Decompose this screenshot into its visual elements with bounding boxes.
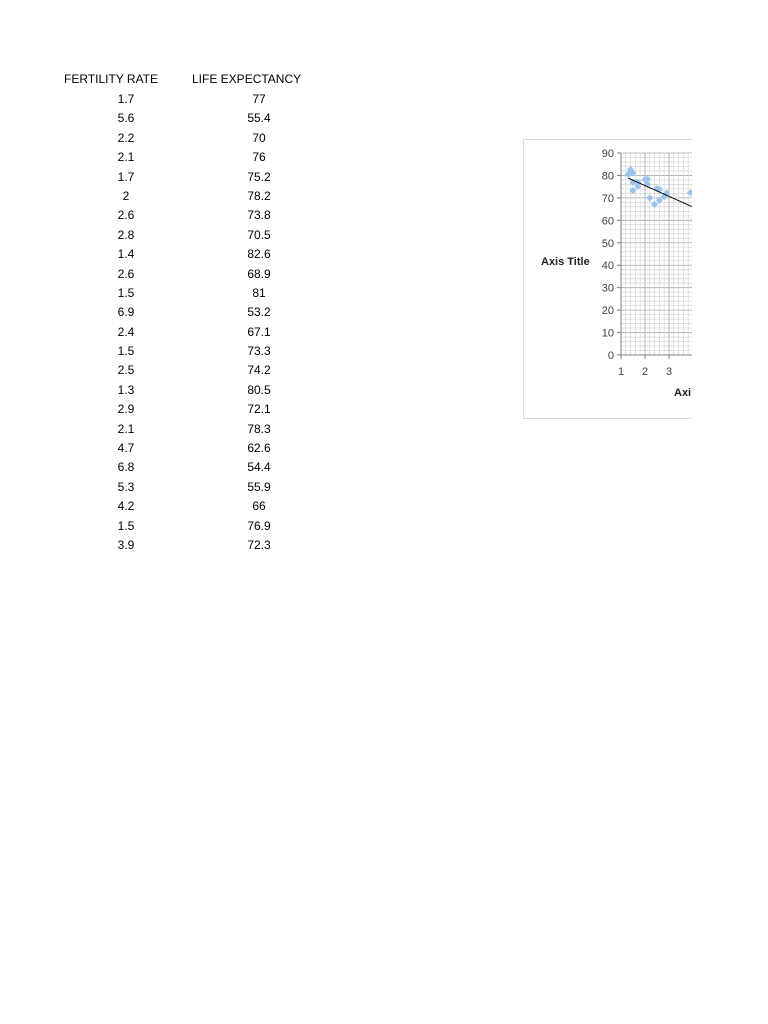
data-rows (0, 90, 360, 555)
fertility-rate-cell[interactable]: 4.2 (117, 499, 135, 514)
life-expectancy-cell[interactable]: 76.9 (247, 518, 271, 533)
table-row (0, 109, 360, 128)
x-tick-label: 2 (641, 366, 649, 378)
fertility-rate-cell[interactable]: 4.7 (117, 441, 135, 456)
life-expectancy-cell[interactable]: 78.2 (247, 188, 271, 203)
life-expectancy-cell[interactable]: 54.4 (247, 460, 271, 475)
fertility-rate-cell[interactable]: 2.2 (117, 130, 135, 145)
x-axis-title: Axi (674, 387, 692, 399)
fertility-rate-cell[interactable]: 1.7 (117, 169, 135, 184)
table-row (0, 303, 360, 322)
fertility-rate-cell[interactable]: 6.8 (117, 460, 135, 475)
life-expectancy-cell[interactable]: 75.2 (247, 169, 271, 184)
y-tick-label: 70 (601, 192, 614, 205)
fertility-rate-cell[interactable]: 2 (122, 188, 130, 203)
y-tick-label: 0 (607, 350, 614, 362)
fertility-rate-cell[interactable]: 2.5 (117, 363, 135, 378)
life-expectancy-cell[interactable]: 78.3 (247, 421, 271, 436)
table-row (0, 420, 360, 439)
table-row (0, 187, 360, 206)
y-tick-label: 40 (601, 260, 614, 273)
life-expectancy-cell[interactable]: 67.1 (247, 324, 271, 339)
life-expectancy-cell[interactable]: 70 (252, 130, 266, 145)
y-tick-label: 30 (601, 282, 614, 295)
table-row (0, 517, 360, 536)
life-expectancy-cell[interactable]: 76 (252, 150, 266, 165)
life-expectancy-cell[interactable]: 80.5 (247, 382, 271, 397)
table-row (0, 245, 360, 264)
table-row (0, 168, 360, 187)
fertility-rate-cell[interactable]: 6.9 (117, 305, 135, 320)
fertility-rate-cell[interactable]: 5.3 (117, 479, 135, 494)
life-expectancy-cell[interactable]: 72.3 (247, 537, 271, 552)
life-expectancy-cell[interactable]: 70.5 (247, 227, 271, 242)
life-expectancy-cell[interactable]: 82.6 (247, 247, 271, 262)
life-expectancy-cell[interactable]: 74.2 (247, 363, 271, 378)
fertility-rate-cell[interactable]: 2.1 (117, 150, 135, 165)
fertility-rate-cell[interactable]: 2.8 (117, 227, 135, 242)
fertility-rate-cell[interactable]: 2.6 (117, 208, 135, 223)
y-tick-label: 90 (601, 148, 614, 160)
y-tick-label: 50 (601, 237, 614, 250)
life-expectancy-cell[interactable]: 66 (252, 499, 266, 514)
scatter-chart[interactable] (523, 139, 692, 419)
data-point[interactable] (687, 189, 692, 196)
fertility-rate-cell[interactable]: 3.9 (117, 537, 135, 552)
table-row (0, 206, 360, 225)
fertility-rate-cell[interactable]: 2.1 (117, 421, 135, 436)
y-axis-title: Axis Title (541, 256, 590, 268)
table-row (0, 129, 360, 148)
table-row (0, 497, 360, 516)
table-row (0, 148, 360, 167)
life-expectancy-header[interactable]: LIFE EXPECTANCY (192, 72, 302, 86)
fertility-rate-cell[interactable]: 2.6 (117, 266, 135, 281)
fertility-rate-header[interactable]: FERTILITY RATE (64, 72, 159, 86)
y-tick-label: 80 (601, 170, 614, 183)
table-row (0, 265, 360, 284)
data-point[interactable] (646, 194, 653, 201)
life-expectancy-cell[interactable]: 81 (252, 285, 266, 300)
life-expectancy-cell[interactable]: 68.9 (247, 266, 271, 281)
y-tick-label: 20 (601, 305, 614, 318)
y-tick-label: 10 (601, 327, 614, 340)
fertility-rate-cell[interactable]: 1.5 (117, 344, 135, 359)
fertility-rate-cell[interactable]: 2.4 (117, 324, 135, 339)
fertility-rate-cell[interactable]: 1.5 (117, 518, 135, 533)
fertility-rate-cell[interactable]: 5.6 (117, 111, 135, 126)
fertility-rate-cell[interactable]: 1.5 (117, 285, 135, 300)
table-row (0, 458, 360, 477)
table-row (0, 323, 360, 342)
x-tick-label: 1 (617, 366, 625, 378)
table-row (0, 536, 360, 555)
table-row (0, 361, 360, 380)
table-row (0, 342, 360, 361)
life-expectancy-cell[interactable]: 55.4 (247, 111, 271, 126)
life-expectancy-cell[interactable]: 55.9 (247, 479, 271, 494)
life-expectancy-cell[interactable]: 77 (252, 92, 266, 106)
table-row (0, 226, 360, 245)
life-expectancy-cell[interactable]: 73.3 (247, 344, 271, 359)
table-row (0, 400, 360, 419)
table-row (0, 439, 360, 458)
table-row (0, 478, 360, 497)
x-tick-label: 3 (665, 366, 673, 378)
table-row (0, 90, 360, 109)
life-expectancy-cell[interactable]: 72.1 (247, 402, 271, 417)
fertility-rate-cell[interactable]: 2.9 (117, 402, 135, 417)
fertility-rate-cell[interactable]: 1.3 (117, 382, 135, 397)
table-row (0, 284, 360, 303)
y-tick-label: 60 (601, 215, 614, 228)
fertility-rate-cell[interactable]: 1.4 (117, 247, 135, 262)
chart-svg (524, 140, 692, 418)
table-row (0, 381, 360, 400)
life-expectancy-cell[interactable]: 62.6 (247, 441, 271, 456)
life-expectancy-cell[interactable]: 73.8 (247, 208, 271, 223)
fertility-rate-cell[interactable]: 1.7 (117, 92, 135, 106)
life-expectancy-cell[interactable]: 53.2 (247, 305, 271, 320)
